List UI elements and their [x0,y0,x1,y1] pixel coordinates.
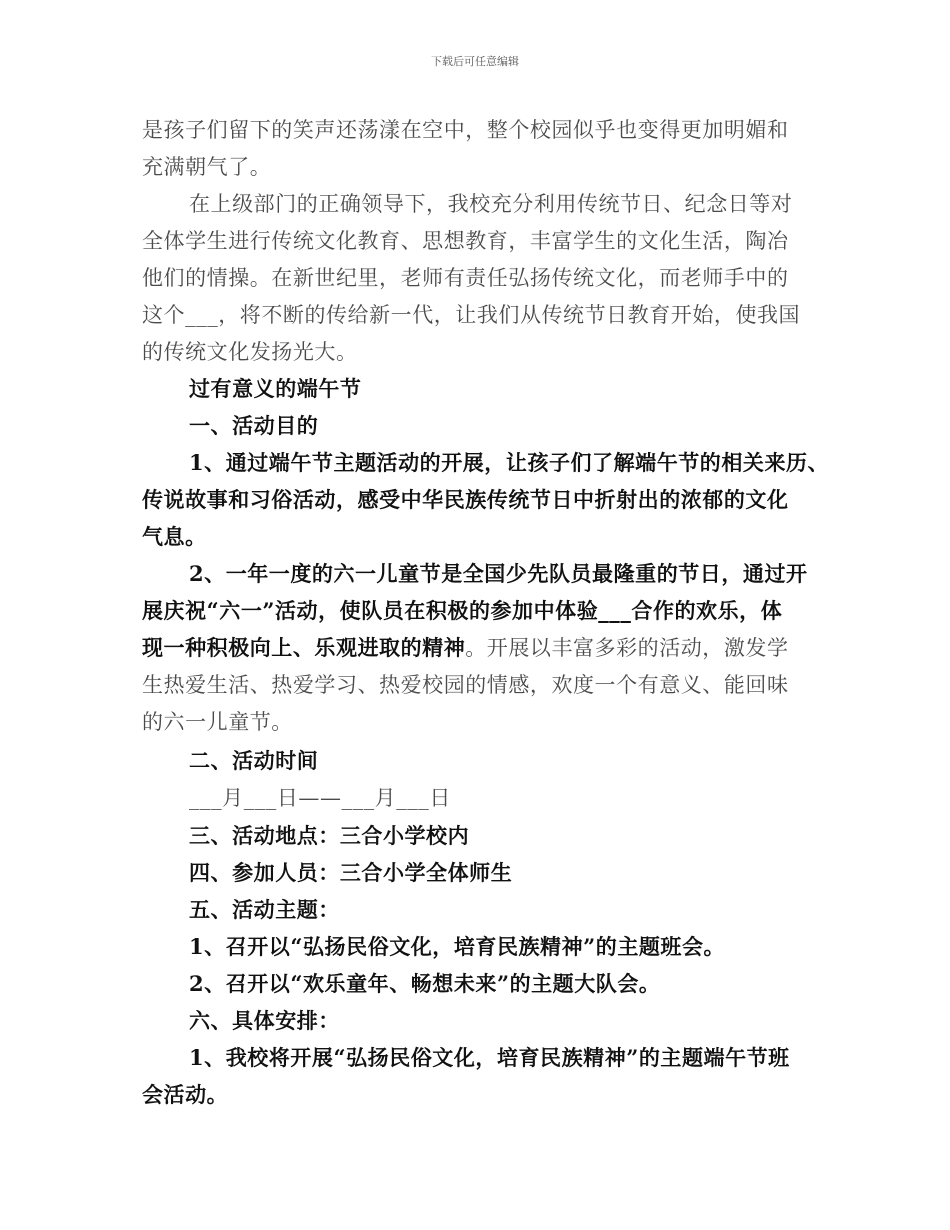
text-line: 2、召开以“欢乐童年、畅想未来”的主题大队会。 [189,971,661,996]
text-line: 这个___，将不断的传给新一代，让我们从传统节日教育开始，使我国 [142,303,801,327]
page-header: 下载后可任意编辑 [431,55,519,68]
text-line: 2、一年一度的六一儿童节是全国少先队员最隆重的节日，通过开 [189,561,808,586]
section-heading: 六、具体安排： [189,1008,340,1033]
section-heading: 三、活动地点：三合小学校内 [189,823,470,848]
text-line: 是孩子们留下的笑声还荡漾在空中，整个校园似乎也变得更加明媚和 [142,118,789,142]
date-range: ___月___日——___月___日 [189,786,451,810]
text-line: 1、我校将开展“弘扬民俗文化，培育民族精神”的主题端午节班 [189,1045,790,1070]
text-line: 的六一儿童节。 [142,710,293,734]
section-heading: 二、活动时间 [189,748,319,773]
section-heading: 一、活动目的 [189,413,319,438]
text-span-regular: 。开展以丰富多彩的活动，激发学 [465,636,789,660]
section-title: 过有意义的端午节 [189,376,362,401]
text-line: 在上级部门的正确领导下，我校充分利用传统节日、纪念日等对 [189,192,793,216]
text-line: 会活动。 [142,1082,229,1107]
text-line: 的传统文化发扬光大。 [142,340,358,364]
text-line: 充满朝气了。 [142,155,272,179]
text-line: 1、通过端午节主题活动的开展，让孩子们了解端午节的相关来历、 [189,450,830,475]
text-line: 展庆祝“六一”活动，使队员在积极的参加中体验___合作的欢乐，体 [142,598,783,623]
text-line: 他们的情操。在新世纪里，老师有责任弘扬传统文化，而老师手中的 [142,266,789,290]
text-line: 生热爱生活、热爱学习、热爱校园的情感，欢度一个有意义、能回味 [142,673,789,697]
text-line-mixed [142,632,789,662]
text-line: 1、召开以“弘扬民俗文化，培育民族精神”的主题班会。 [189,934,726,959]
text-line: 传说故事和习俗活动，感受中华民族传统节日中折射出的浓郁的文化 [142,487,789,512]
section-heading: 四、参加人员：三合小学全体师生 [189,860,513,885]
text-line: 全体学生进行传统文化教育、思想教育，丰富学生的文化生活，陶冶 [142,229,789,253]
text-span-bold: 现一种积极向上、乐观进取的精神 [142,635,466,660]
text-line: 气息。 [142,524,207,549]
section-heading: 五、活动主题： [189,897,340,922]
